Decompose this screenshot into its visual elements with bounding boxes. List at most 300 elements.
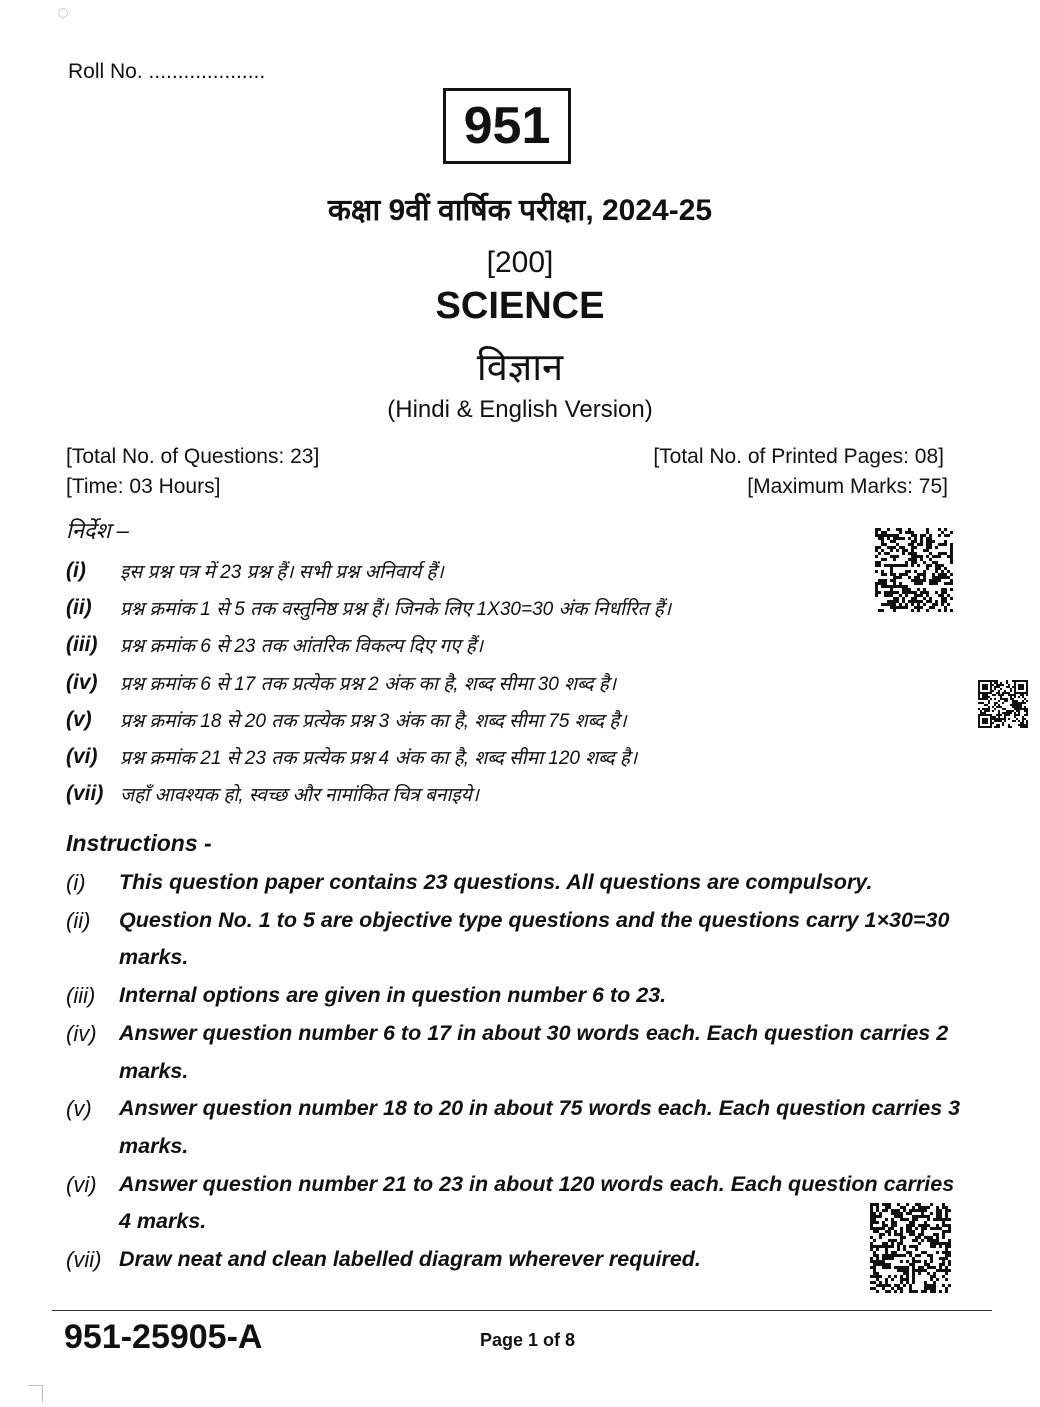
code-module <box>998 700 1000 702</box>
code-module <box>914 600 917 603</box>
code-module <box>911 552 914 555</box>
code-module <box>1016 706 1018 708</box>
code-module <box>899 531 902 534</box>
code-module <box>876 1209 879 1212</box>
code-module <box>891 1254 894 1257</box>
code-module <box>897 1209 900 1212</box>
code-module <box>911 600 914 603</box>
code-module <box>945 1248 948 1251</box>
code-module <box>879 1260 882 1263</box>
code-module <box>920 537 923 540</box>
code-module <box>1004 692 1006 694</box>
code-module <box>912 1245 915 1248</box>
code-module <box>1022 716 1024 718</box>
code-module <box>936 1218 939 1221</box>
code-module <box>936 1209 939 1212</box>
code-module <box>924 1221 927 1224</box>
code-module <box>887 528 890 531</box>
code-module <box>994 698 996 700</box>
code-module <box>936 1233 939 1236</box>
code-module <box>923 597 926 600</box>
code-module <box>1018 696 1020 698</box>
code-module <box>893 582 896 585</box>
code-module <box>941 591 944 594</box>
code-module <box>978 696 980 698</box>
code-module <box>988 706 990 708</box>
code-module <box>894 1266 897 1269</box>
code-module <box>939 1269 942 1272</box>
code-module <box>903 1266 906 1269</box>
code-module <box>914 576 917 579</box>
code-module <box>996 718 998 720</box>
code-module <box>905 570 908 573</box>
corner-mark <box>28 1385 43 1402</box>
code-module <box>992 684 994 686</box>
code-module <box>888 1227 891 1230</box>
code-module <box>944 588 947 591</box>
code-module <box>899 606 902 609</box>
code-module <box>980 698 982 700</box>
code-module <box>927 1206 930 1209</box>
code-module <box>911 540 914 543</box>
code-module <box>998 720 1000 722</box>
code-module <box>986 694 988 696</box>
code-module <box>903 1272 906 1275</box>
code-module <box>873 1254 876 1257</box>
code-module <box>927 1236 930 1239</box>
code-module <box>1014 712 1016 714</box>
code-module <box>941 564 944 567</box>
code-module <box>909 1284 912 1287</box>
code-module <box>1022 724 1024 726</box>
code-module <box>870 1248 873 1251</box>
code-module <box>873 1263 876 1266</box>
code-module <box>885 1290 888 1293</box>
code-module <box>948 1254 951 1257</box>
code-module <box>929 546 932 549</box>
code-module <box>870 1224 873 1227</box>
code-module <box>875 549 878 552</box>
code-module <box>902 549 905 552</box>
code-module <box>905 591 908 594</box>
code-module <box>891 1221 894 1224</box>
code-module <box>890 534 893 537</box>
code-module <box>1002 702 1004 704</box>
code-module <box>945 1272 948 1275</box>
code-module <box>992 722 994 724</box>
item-text: प्रश्न क्रमांक 6 से 17 तक प्रत्येक प्रश्न 2 अंक का है, शब्द सीमा 30 शब्द है। <box>120 673 617 695</box>
code-module <box>903 1209 906 1212</box>
code-module <box>924 1260 927 1263</box>
code-module <box>882 1257 885 1260</box>
code-module <box>933 1266 936 1269</box>
code-module <box>921 1266 924 1269</box>
code-module <box>935 579 938 582</box>
code-module <box>935 570 938 573</box>
code-module <box>924 1206 927 1209</box>
code-module <box>906 1275 909 1278</box>
code-module <box>942 1242 945 1245</box>
code-module <box>936 1242 939 1245</box>
code-module <box>984 712 986 714</box>
code-module <box>870 1287 873 1290</box>
code-module <box>945 1269 948 1272</box>
code-module <box>893 600 896 603</box>
code-module <box>917 582 920 585</box>
code-module <box>905 588 908 591</box>
code-module <box>899 546 902 549</box>
code-module <box>890 573 893 576</box>
code-module <box>1000 720 1002 722</box>
code-module <box>876 1278 879 1281</box>
code-module <box>996 720 998 722</box>
code-module <box>933 1233 936 1236</box>
code-module <box>893 609 896 612</box>
code-module <box>998 692 1000 694</box>
code-module <box>932 603 935 606</box>
code-module <box>942 1233 945 1236</box>
code-module <box>908 600 911 603</box>
code-module <box>994 694 996 696</box>
code-module <box>926 564 929 567</box>
code-module <box>894 1284 897 1287</box>
item-number: (ii) <box>66 907 91 933</box>
code-module <box>878 534 881 537</box>
code-module <box>1022 696 1024 698</box>
code-module <box>941 570 944 573</box>
code-module <box>996 686 998 688</box>
code-module <box>1020 702 1022 704</box>
code-module <box>942 1206 945 1209</box>
code-module <box>896 555 899 558</box>
code-module <box>918 1233 921 1236</box>
code-module <box>896 543 899 546</box>
code-module <box>930 1239 933 1242</box>
item-text: प्रश्न क्रमांक 6 से 23 तक आंतरिक विकल्प दिए गए हैं। <box>120 636 484 658</box>
code-module <box>873 1218 876 1221</box>
code-module <box>1006 714 1008 716</box>
code-module <box>921 1230 924 1233</box>
code-module <box>945 1230 948 1233</box>
code-module <box>1002 712 1004 714</box>
code-module <box>914 546 917 549</box>
code-module <box>950 561 953 564</box>
code-module <box>1014 696 1016 698</box>
code-module <box>935 555 938 558</box>
code-module <box>903 1218 906 1221</box>
code-module <box>938 528 941 531</box>
code-module <box>911 591 914 594</box>
code-module <box>908 558 911 561</box>
code-module <box>929 597 932 600</box>
code-module <box>900 1266 903 1269</box>
code-module <box>938 609 941 612</box>
code-module <box>884 564 887 567</box>
item-number: (vi) <box>66 745 98 769</box>
code-module <box>992 706 994 708</box>
item-number: (iii) <box>66 983 96 1009</box>
code-module <box>911 561 914 564</box>
code-module <box>908 531 911 534</box>
code-module <box>1020 706 1022 708</box>
code-module <box>921 1269 924 1272</box>
code-module <box>1022 700 1024 702</box>
code-module <box>879 1227 882 1230</box>
code-module <box>1010 694 1012 696</box>
code-module <box>894 1230 897 1233</box>
code-module <box>870 1227 873 1230</box>
code-module <box>884 543 887 546</box>
code-module <box>944 591 947 594</box>
code-module <box>1012 686 1014 688</box>
code-module <box>876 1284 879 1287</box>
code-module <box>896 528 899 531</box>
code-module <box>888 1239 891 1242</box>
code-module <box>939 1227 942 1230</box>
code-module <box>917 573 920 576</box>
code-module <box>938 543 941 546</box>
code-module <box>941 600 944 603</box>
item-text: प्रश्न क्रमांक 1 से 5 तक वस्तुनिष्ठ प्रश्न हैं। जिनके लिए 1X30=30 अंक निर्धारित हैं। <box>120 598 672 620</box>
paper-code-box <box>443 88 571 164</box>
code-module <box>900 1206 903 1209</box>
code-module <box>902 573 905 576</box>
code-module <box>888 1245 891 1248</box>
code-module <box>929 564 932 567</box>
code-module <box>888 1257 891 1260</box>
code-module <box>918 1254 921 1257</box>
code-module <box>873 1251 876 1254</box>
code-module <box>921 1290 924 1293</box>
code-module <box>994 718 996 720</box>
code-module <box>873 1230 876 1233</box>
code-module <box>912 1221 915 1224</box>
english-instructions-heading: Instructions - <box>66 830 212 856</box>
code-module <box>942 1263 945 1266</box>
code-module <box>878 537 881 540</box>
code-module <box>948 1209 951 1212</box>
code-module <box>984 696 986 698</box>
code-module <box>1002 694 1004 696</box>
code-module <box>882 1242 885 1245</box>
code-module <box>927 1263 930 1266</box>
code-module <box>930 1254 933 1257</box>
code-module <box>890 606 893 609</box>
code-module <box>1024 718 1026 720</box>
code-module <box>950 579 953 582</box>
code-module <box>1022 726 1024 728</box>
code-module <box>879 1233 882 1236</box>
code-module <box>876 1215 879 1218</box>
code-module <box>1026 724 1028 726</box>
code-module <box>875 534 878 537</box>
code-module <box>893 564 896 567</box>
code-module <box>873 1239 876 1242</box>
code-module <box>1006 692 1008 694</box>
code-module <box>988 702 990 704</box>
code-module <box>982 696 984 698</box>
code-module <box>902 585 905 588</box>
code-module <box>996 702 998 704</box>
list-item <box>66 627 886 664</box>
code-module <box>905 561 908 564</box>
code-module <box>998 710 1000 712</box>
code-module <box>881 558 884 561</box>
code-module <box>941 597 944 600</box>
code-module <box>891 1242 894 1245</box>
code-module <box>890 567 893 570</box>
code-module <box>944 573 947 576</box>
code-module <box>914 561 917 564</box>
code-module <box>873 1266 876 1269</box>
code-module <box>902 588 905 591</box>
code-module <box>936 1206 939 1209</box>
code-module <box>888 1203 891 1206</box>
code-module <box>1020 708 1022 710</box>
code-module <box>906 1281 909 1284</box>
code-module <box>900 1290 903 1293</box>
code-module <box>923 588 926 591</box>
code-module <box>882 1221 885 1224</box>
code-module <box>926 537 929 540</box>
code-module <box>1012 702 1014 704</box>
code-module <box>920 594 923 597</box>
code-module <box>1000 688 1002 690</box>
code-module <box>945 1278 948 1281</box>
code-module <box>908 591 911 594</box>
version-note: (Hindi & English Version) <box>387 396 653 423</box>
code-module <box>1024 710 1026 712</box>
roll-number-field: Roll No. .................... <box>68 60 266 83</box>
code-module <box>870 1236 873 1239</box>
code-module <box>950 597 953 600</box>
code-module <box>870 1218 873 1221</box>
hindi-instructions-list <box>66 552 886 813</box>
code-module <box>994 680 996 682</box>
code-module <box>927 1254 930 1257</box>
code-module <box>1024 706 1026 708</box>
code-module <box>984 704 986 706</box>
code-module <box>1022 708 1024 710</box>
code-module <box>881 573 884 576</box>
list-item <box>66 1241 966 1279</box>
code-module <box>926 540 929 543</box>
code-module <box>998 718 1000 720</box>
code-module <box>942 1224 945 1227</box>
code-module <box>873 1212 876 1215</box>
code-module <box>942 1236 945 1239</box>
code-module <box>876 1230 879 1233</box>
code-module <box>914 594 917 597</box>
code-module <box>944 528 947 531</box>
code-module <box>902 591 905 594</box>
code-module <box>1002 724 1004 726</box>
code-module <box>900 1254 903 1257</box>
code-module <box>899 603 902 606</box>
code-module <box>980 702 982 704</box>
code-module <box>1004 698 1006 700</box>
list-item <box>66 776 886 813</box>
code-module <box>1016 704 1018 706</box>
item-text: Answer question number 6 to 17 in about 30 words each. Each question carries 2 marks. <box>119 1020 949 1083</box>
code-module <box>1008 718 1010 720</box>
code-module <box>896 576 899 579</box>
code-module <box>873 1260 876 1263</box>
code-module <box>924 1251 927 1254</box>
code-module <box>1012 700 1014 702</box>
code-module <box>879 1281 882 1284</box>
code-module <box>1010 704 1012 706</box>
qr-code-icon <box>978 680 1028 728</box>
code-module <box>942 1218 945 1221</box>
code-module <box>870 1215 873 1218</box>
code-module <box>930 1242 933 1245</box>
code-module <box>884 603 887 606</box>
code-module <box>936 1215 939 1218</box>
code-module <box>903 1206 906 1209</box>
code-module <box>894 1251 897 1254</box>
code-module <box>920 555 923 558</box>
code-module <box>994 688 996 690</box>
item-number: (iv) <box>66 1020 97 1046</box>
code-module <box>897 1203 900 1206</box>
code-module <box>1002 722 1004 724</box>
code-module <box>885 1203 888 1206</box>
code-module <box>876 1203 879 1206</box>
code-module <box>1010 688 1012 690</box>
code-module <box>948 1224 951 1227</box>
code-module <box>870 1242 873 1245</box>
code-module <box>941 573 944 576</box>
code-module <box>1024 698 1026 700</box>
code-module <box>1004 714 1006 716</box>
code-module <box>929 537 932 540</box>
code-module <box>876 1221 879 1224</box>
code-module <box>926 531 929 534</box>
code-module <box>894 1290 897 1293</box>
code-module <box>1006 686 1008 688</box>
code-module <box>926 591 929 594</box>
code-module <box>978 702 980 704</box>
code-module <box>909 1230 912 1233</box>
code-module <box>994 716 996 718</box>
code-module <box>939 1218 942 1221</box>
code-module <box>939 1263 942 1266</box>
code-module <box>924 1224 927 1227</box>
code-module <box>944 606 947 609</box>
code-module <box>903 1236 906 1239</box>
code-module <box>885 1284 888 1287</box>
code-module <box>917 594 920 597</box>
code-module <box>939 1257 942 1260</box>
code-module <box>984 698 986 700</box>
code-module <box>1024 726 1026 728</box>
code-module <box>1014 720 1016 722</box>
code-module <box>935 603 938 606</box>
code-module <box>923 576 926 579</box>
code-module <box>887 534 890 537</box>
code-module <box>887 537 890 540</box>
code-finder <box>982 718 988 724</box>
item-text: Internal options are given in question number 6 to 23. <box>119 983 667 1008</box>
code-module <box>878 609 881 612</box>
code-module <box>945 1212 948 1215</box>
code-module <box>876 1227 879 1230</box>
code-module <box>1008 692 1010 694</box>
code-module <box>939 1212 942 1215</box>
code-module <box>899 528 902 531</box>
code-module <box>888 1263 891 1266</box>
